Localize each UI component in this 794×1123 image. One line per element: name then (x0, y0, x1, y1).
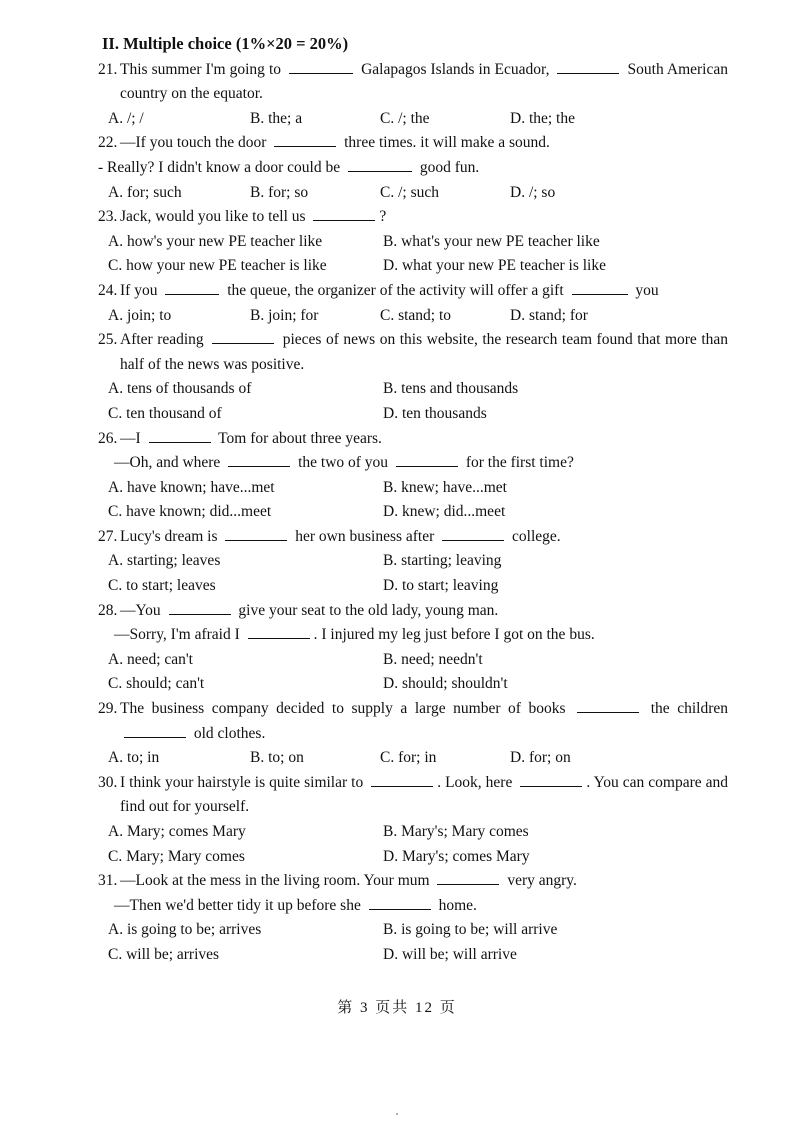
answer-blank (520, 771, 582, 787)
option-a: A. join; to (108, 306, 172, 324)
question-number: 31. (98, 872, 118, 890)
question-22: 22. —If you touch the door three times. it will make a sound. - Really? I didn't know a door could be good fun. A. for; such B. for; so C. /; such D. /; so (88, 131, 728, 205)
options (88, 107, 728, 132)
answer-blank (225, 525, 287, 541)
answer-blank (313, 205, 375, 221)
question-number: 23. (98, 208, 118, 226)
answer-blank (557, 58, 619, 74)
option-b: B. join; for (250, 306, 319, 324)
question-number: 28. (98, 601, 118, 619)
option-b: B. is going to be; will arrive (383, 921, 558, 939)
options (88, 648, 728, 697)
question-26: 26. —I Tom for about three years. —Oh, and where the two of you for the first time? A. have known; have...met B. knew; have...met C. have known; did...meet D. knew; did...meet (88, 427, 728, 525)
option-b: B. to; on (250, 749, 304, 767)
answer-blank (212, 328, 274, 344)
option-c: C. Mary; Mary comes (108, 847, 245, 865)
answer-blank (124, 722, 186, 738)
question-24: 24. If you the queue, the organizer of the activity will offer a gift you A. join; to B. join; for C. stand; to D. stand; for (88, 279, 728, 328)
answer-blank (442, 525, 504, 541)
option-c: C. should; can't (108, 675, 205, 693)
answer-blank (274, 131, 336, 147)
option-c: C. stand; to (380, 306, 452, 324)
options (88, 230, 728, 279)
option-c: C. for; in (380, 749, 437, 767)
option-b: B. what's your new PE teacher like (383, 232, 600, 250)
answer-blank (577, 697, 639, 713)
answer-blank (228, 451, 290, 467)
option-d: D. the; the (510, 109, 575, 127)
answer-blank (572, 279, 628, 295)
answer-blank (369, 894, 431, 910)
option-d: D. to start; leaving (383, 577, 499, 595)
option-a: A. to; in (108, 749, 160, 767)
options (88, 476, 728, 525)
question-25: 25. After reading pieces of news on this website, the research team found that more than half of the news was positive. A. tens of thousands of B. tens and thousands C. ten thousand of D. ten thousands (88, 328, 728, 426)
answer-blank (371, 771, 433, 787)
answer-blank (396, 451, 458, 467)
options (88, 746, 728, 771)
option-b: B. knew; have...met (383, 478, 507, 496)
options (88, 181, 728, 206)
question-30: 30. I think your hairstyle is quite similar to . Look, here . You can compare and find out for yourself. A. Mary; comes Mary B. Mary's; Mary comes C. Mary; Mary comes D. Mary's; comes Mary (88, 771, 728, 869)
question-number: 29. (98, 700, 118, 718)
option-c: C. /; such (380, 183, 439, 201)
section-title: II. Multiple choice (1%×20 = 20%) (102, 34, 349, 53)
option-b: B. starting; leaving (383, 552, 502, 570)
option-d: D. will be; will arrive (383, 945, 517, 963)
option-c: C. ten thousand of (108, 404, 222, 422)
option-d: D. stand; for (510, 306, 588, 324)
option-b: B. Mary's; Mary comes (383, 823, 529, 840)
question-number: 25. (98, 331, 118, 349)
option-c: C. will be; arrives (108, 945, 220, 963)
scan-speck (396, 1113, 398, 1115)
option-c: C. how your new PE teacher is like (108, 257, 327, 275)
option-d: D. knew; did...meet (383, 503, 506, 521)
options (88, 549, 728, 598)
options (88, 918, 728, 967)
question-28: 28. —You give your seat to the old lady, young man. —Sorry, I'm afraid I . I injured my leg just before I got on the bus. A. need; can't B. need; needn't C. should; can't D. should; shouldn't (88, 599, 728, 697)
page-number: 第 3 页共 12 页 (337, 1000, 457, 1016)
option-c: C. to start; leaves (108, 577, 216, 595)
option-d: D. ten thousands (383, 404, 487, 422)
options (88, 820, 728, 869)
question-section (88, 32, 728, 968)
option-a: A. is going to be; arrives (108, 921, 262, 939)
option-d: D. /; so (510, 183, 556, 201)
option-b: B. the; a (250, 109, 303, 127)
option-a: A. Mary; comes Mary (108, 823, 246, 840)
answer-blank (348, 156, 412, 172)
option-d: D. should; shouldn't (383, 675, 508, 693)
question-number: 22. (98, 134, 118, 152)
option-a: A. for; such (108, 183, 182, 201)
option-a: A. have known; have...met (108, 478, 275, 496)
option-d: D. what your new PE teacher is like (383, 257, 606, 275)
answer-blank (289, 58, 353, 74)
option-c: C. /; the (380, 109, 430, 127)
option-b: B. for; so (250, 183, 309, 201)
option-a: A. how's your new PE teacher like (108, 232, 323, 250)
question-number: 21. (98, 60, 118, 78)
options (88, 377, 728, 426)
option-c: C. have known; did...meet (108, 503, 272, 521)
answer-blank (149, 427, 211, 443)
question-number: 27. (98, 527, 118, 545)
answer-blank (437, 869, 499, 885)
question-21: 21. This summer I'm going to Galapagos Islands in Ecuador, South American country on the equator. A. /; / B. the; a C. /; the D. the; the (88, 58, 728, 132)
question-31: 31. —Look at the mess in the living room. Your mum very angry. —Then we'd better tidy it up before she home. A. is going to be; arrives B. is going to be; will arrive C. will be; arrives D. will be; will arrive (88, 869, 728, 967)
question-27: 27. Lucy's dream is her own business after college. A. starting; leaves B. starting; leaving C. to start; leaves D. to start; leaving (88, 525, 728, 599)
question-number: 24. (98, 281, 118, 299)
option-d: D. for; on (510, 749, 571, 767)
question-29: 29. The business company decided to supply a large number of books the children old clothes. A. to; in B. to; on C. for; in D. for; on (88, 697, 728, 771)
answer-blank (165, 279, 219, 295)
option-d: D. Mary's; comes Mary (383, 847, 530, 865)
option-a: A. need; can't (108, 650, 193, 668)
option-a: A. tens of thousands of (108, 380, 252, 398)
option-a: A. /; / (108, 109, 144, 127)
answer-blank (169, 599, 231, 615)
option-a: A. starting; leaves (108, 552, 221, 570)
question-number: 26. (98, 429, 118, 447)
answer-blank (248, 623, 310, 639)
option-b: B. need; needn't (383, 650, 483, 668)
question-number: 30. (98, 773, 118, 791)
question-23: 23. Jack, would you like to tell us ? A. how's your new PE teacher like B. what's your new PE teacher like C. how your new PE teacher is like D. what your new PE teacher is like (88, 205, 728, 279)
options (88, 304, 728, 329)
option-b: B. tens and thousands (383, 380, 519, 398)
